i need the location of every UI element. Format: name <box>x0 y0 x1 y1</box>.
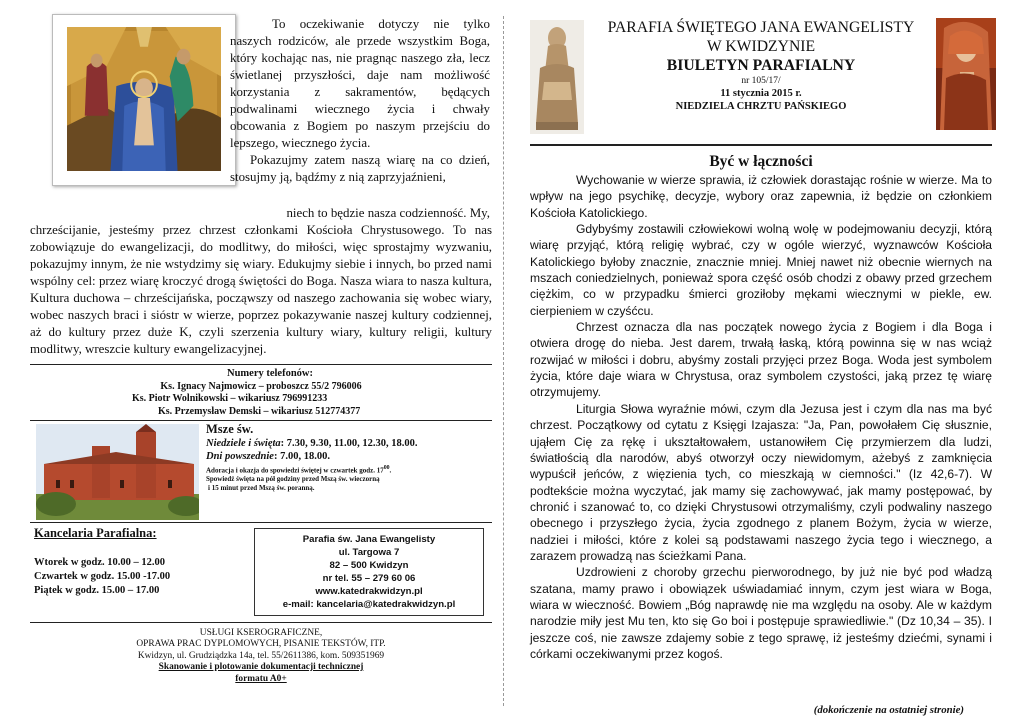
baptism-of-christ-icon <box>67 27 221 171</box>
weekday-label: Dni powszednie <box>206 451 274 462</box>
parish-address-box <box>254 528 484 616</box>
adoration-note-end: . <box>389 465 392 474</box>
services-line-4: Skanowanie i plotowanie dokumentacji technicznej <box>158 662 364 673</box>
address-city: 82 – 500 Kwidzyn <box>329 560 409 571</box>
parish-name: PARAFIA ŚWIĘTEGO JANA EWANGELISTY <box>607 19 915 36</box>
article-body <box>530 172 992 662</box>
intro-paragraph-1: To oczekiwanie dotyczy nie tylko naszych rodziców, ale przede wszystkim Boga, który kochając nas, nie pragnąc naszego zła, lecz świetlanej przyszłości, daje nam możliwość korzystania z sakramentów, będących podwalinami wiecznego życia i chwały obcowania z Bogiem po naszym przejściu do lepszego, wiecznego życia. <box>230 17 490 150</box>
services-line-2: OPRAWA PRAC DYPLOMOWYCH, PISANIE TEKSTÓW, ITP. <box>136 639 386 650</box>
office-hours-title: Kancelaria Parafialna: <box>34 526 157 540</box>
phone-numbers <box>30 368 492 418</box>
phone-numbers-title: Numery telefonów: <box>226 368 313 379</box>
continued-text-lead: niech to będzie nasza codzienność. My, <box>286 206 490 220</box>
intro-paragraph-2: Pokazujmy zatem naszą wiarę na co dzień, stosujmy ją, bądźmy z nią zaprzyjaźnieni, <box>230 153 490 184</box>
mass-times-title: Msze św. <box>206 422 254 436</box>
article-paragraph-3: Chrzest oznacza dla nas początek nowego życia z Bogiem i dla Boga i otwiera drogę do nieba. Jest darem, trwałą łaską, którą powinna się w nas wciąż rozwijać w miłości i dobru, abyśmy zostali przyjęci przez Boga. Woda jest symbolem życia, które daje wiara w Chrystusa, oraz symbolem czystości, jaką przez tę wiarę otrzymujemy. <box>530 320 992 400</box>
address-phone: nr tel. 55 – 279 60 06 <box>322 573 416 584</box>
praying-woman-painting <box>936 18 996 130</box>
divider <box>30 522 492 523</box>
divider <box>30 420 492 421</box>
adoration-note-text: Adoracja i okazja do spowiedzi świętej w czwartek godz. 17 <box>206 465 384 474</box>
office-hours-friday: Piątek w godz. 15.00 – 17.00 <box>34 585 160 596</box>
confession-note: Spowiedź święta na pół godziny przed Mszą św. wieczorną <box>206 474 380 483</box>
services-line-5: formatu A0+ <box>235 673 287 684</box>
sunday-times: : 7.30, 9.30, 11.00, 12.30, 18.00. <box>280 437 418 449</box>
intro-text <box>230 16 490 186</box>
saint-john-statue-image <box>530 20 584 134</box>
right-page <box>530 14 992 714</box>
sunday-label: Niedziele i święta <box>206 437 281 449</box>
page-fold <box>503 16 504 706</box>
copy-services-ad <box>30 628 492 685</box>
address-website[interactable]: www.katedrakwidzyn.pl <box>315 586 423 597</box>
continued-text-body: chrześcijanie, jesteśmy przez chrzest członkami Kościoła Chrystusowego. To nas zobowiązuje do ewangelizacji, do modlitwy, do miłości, więc sprostajmy wyzwaniu, pokazujmy innym, że nie wstydzimy się wiary. Edukujmy siebie i innych, bo przed nami wspólny cel: przez wiarę kroczyć drogą świętości do Boga. Nasza wiara to nasza kultura, Kultura duchowa – chrześcijańska, począwszy od naszego zachowania się wobec wiary, wobec naszych braci i sióstr w wierze, poprzez pokazywanie naszej kultury codziennej, aż do kultury przez duże K, czyli szerzenia kultury wiary, kultury religii, kultury modlitwy, wreszcie kultury ewangelizacyjnej. <box>30 223 492 356</box>
baptism-icon-image <box>52 14 236 186</box>
divider <box>30 622 492 623</box>
office-hours-tuesday: Wtorek w godz. 10.00 – 12.00 <box>34 557 166 568</box>
services-line-3: Kwidzyn, ul. Grudziądzka 14a, tel. 55/2611386, kom. 509351969 <box>137 650 385 661</box>
address-email[interactable]: e-mail: kancelaria@katedrakwidzyn.pl <box>282 599 456 610</box>
article-paragraph-5: Uzdrowieni z choroby grzechu pierworodnego, by już nie być pod władzą szatana, mamy prawo i obowiązek uświadamiać innym, czym jest wiara w Boga, wiara w wieczność. Bowiem „Bóg naprawdę nie ma względu na osoby. Ale w każdym narodzie miły jest Mu ten, kto się Go boi i postępuje sprawiedliwie." (Dz 10,34 – 35). I jeszcze coś, nie zawsze zdajemy sobie z tego sprawę, iż jesteśmy dziećmi, synami i córkami oczekiwanymi przez kogoś. <box>530 565 992 661</box>
phone-line-1: Ks. Ignacy Najmowicz – proboszcz 55/2 796006 <box>160 380 362 392</box>
continued-text <box>30 205 492 358</box>
phone-line-3: Ks. Przemysław Demski – wikariusz 512774377 <box>158 405 361 417</box>
address-street: ul. Targowa 7 <box>338 547 400 558</box>
bulletin-title: BIULETYN PARAFIALNY <box>666 57 856 74</box>
phone-line-2: Ks. Piotr Wolnikowski – wikariusz 796991233 <box>132 393 328 405</box>
masthead-rule <box>530 144 992 146</box>
article-paragraph-2: Gdybyśmy zostawili człowiekowi wolną wolę w podejmowaniu decyzji, którą wiarę przyjąć, którą religię wybrać, czy w ogóle wierzyć, wyznawców Kościoła Katolickiego byłoby znacznie, znacznie mniej. Mniej nawet niż obecnie wiernych na mszach coniedzielnych, ponieważ spora część osób chodzi z obawy przed grzechem ciężkim, co w przypadku śmierci groziłoby mękami wiecznymi w piekle, ew. cierpieniem w czyśćcu. <box>530 222 992 318</box>
adoration-note-sup: 00 <box>383 464 390 471</box>
article-paragraph-1: Wychowanie w wierze sprawia, iż człowiek dorastając rośnie w wierze. Ma to wpływ na jego psychikę, decyzje, wybory oraz zapewnia, iż będzie on członkiem Kościoła Katolickiego. <box>530 173 992 220</box>
issue-number: nr 105/17/ <box>741 76 781 86</box>
liturgical-day: NIEDZIELA CHRZTU PAŃSKIEGO <box>675 101 847 112</box>
weekday-times: : 7.00, 18.00. <box>273 451 330 462</box>
left-page <box>30 14 492 714</box>
divider <box>30 364 492 365</box>
office-hours <box>34 526 244 599</box>
adoration-note <box>206 464 496 475</box>
castle-photo <box>36 424 199 520</box>
office-hours-thursday: Czwartek w godz. 15.00 -17.00 <box>34 571 171 582</box>
mass-times <box>206 423 496 493</box>
confession-note-2: i 15 minut przed Mszą św. poranną. <box>208 483 315 492</box>
continued-note: (dokończenie na ostatniej stronie) <box>813 704 964 716</box>
article-paragraph-4: Liturgia Słowa wyraźnie mówi, czym dla Jezusa jest i czym dla nas ma być chrzest. Początkowy od cytatu z Księgi Izajasza: "Ja, Pan, powołałem Cię słusznie, ująłem Cię za rękę i ukształtowałem, ustanowiłem Cię przymierzem dla ludzi, światłością dla narodów, abyś otworzył oczy niewidomym, ażebyś z zamknięcia wypuścił jeńców, z więzienia tych, co mieszkają w ciemności." (Iz 42,6-7). W podtekście można wyczytać, jak mamy się zachowywać, jak mamy postępować, by chronić i szanować to, co dzięki Chrystusowi otrzymaliśmy, czyli podwaliny naszego obecnego i przyszłego życia, życia zgodnego z planem Bożym, życia w wierze, nadziei i miłości, które z kolei są podstawami naszego życia tego i wiecznego, a zarazem prowadzą nas ścieżkami Pana. <box>530 401 992 563</box>
bulletin-masthead <box>590 18 932 113</box>
services-line-1: USŁUGI KSEROGRAFICZNE, <box>199 628 323 638</box>
address-name: Parafia św. Jana Ewangelisty <box>302 534 436 545</box>
issue-date: 11 stycznia 2015 r. <box>720 88 802 99</box>
parish-town: W KWIDZYNIE <box>706 38 816 55</box>
article-title: Być w łączności <box>709 153 813 170</box>
